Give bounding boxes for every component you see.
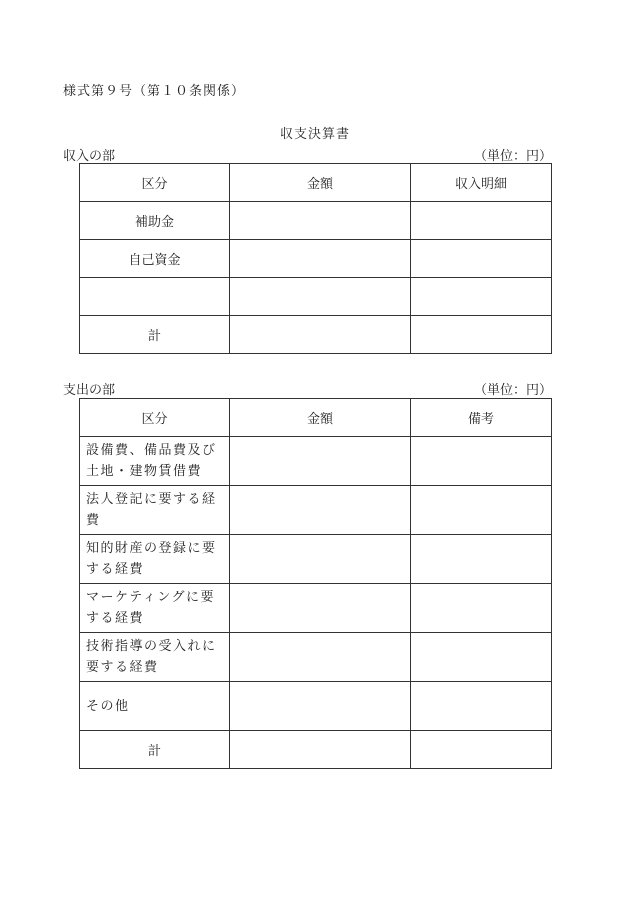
income-section-heading: 収入の部 [63,149,116,164]
expense-note-cell[interactable] [411,486,552,535]
income-amount-cell[interactable] [230,240,411,278]
expense-header-category: 区分 [80,399,230,437]
expense-total-label: 計 [80,731,230,769]
income-total-detail-cell[interactable] [411,316,552,354]
expense-header-note: 備考 [411,399,552,437]
income-header-detail: 収入明細 [411,164,552,202]
income-header-row [80,164,552,202]
expense-row [80,535,552,584]
income-total-row [80,316,552,354]
income-total-amount-cell[interactable] [230,316,411,354]
expense-total-row [80,731,552,769]
income-row [80,240,552,278]
form-number-label: 様式第９号（第１０条関係） [63,84,246,99]
expense-amount-cell[interactable] [230,584,411,633]
income-header-category: 区分 [80,164,230,202]
expense-header-amount: 金額 [230,399,411,437]
expense-category-cell: 技術指導の受入れに要する経費 [80,633,230,682]
expense-category-cell: その他 [80,682,230,731]
income-detail-cell[interactable] [411,240,552,278]
expense-header-row [80,399,552,437]
income-unit-label: （単位：円） [473,149,552,164]
expense-note-cell[interactable] [411,633,552,682]
expense-amount-cell[interactable] [230,535,411,584]
expense-section-heading: 支出の部 [63,383,116,398]
expense-amount-cell[interactable] [230,633,411,682]
expense-category-cell: マーケティングに要する経費 [80,584,230,633]
expense-amount-cell[interactable] [230,682,411,731]
expense-amount-cell[interactable] [230,486,411,535]
income-amount-cell[interactable] [230,278,411,316]
income-category-cell: 自己資金 [80,240,230,278]
expense-note-cell[interactable] [411,535,552,584]
expense-note-cell[interactable] [411,584,552,633]
expense-total-note-cell[interactable] [411,731,552,769]
income-detail-cell[interactable] [411,202,552,240]
expense-table [79,398,552,769]
expense-row [80,682,552,731]
income-category-cell[interactable] [80,278,230,316]
income-table [79,163,552,354]
expense-category-cell: 法人登記に要する経費 [80,486,230,535]
document-title: 収支決算書 [279,127,350,142]
expense-note-cell[interactable] [411,682,552,731]
expense-amount-cell[interactable] [230,437,411,486]
income-header-amount: 金額 [230,164,411,202]
income-amount-cell[interactable] [230,202,411,240]
income-category-cell: 補助金 [80,202,230,240]
income-detail-cell[interactable] [411,278,552,316]
expense-category-cell: 設備費、備品費及び土地・建物賃借費 [80,437,230,486]
expense-row [80,486,552,535]
expense-category-cell: 知的財産の登録に要する経費 [80,535,230,584]
expense-row [80,437,552,486]
income-row [80,202,552,240]
income-total-label: 計 [80,316,230,354]
expense-row [80,584,552,633]
income-row [80,278,552,316]
expense-unit-label: （単位：円） [473,383,552,398]
expense-total-amount-cell[interactable] [230,731,411,769]
expense-note-cell[interactable] [411,437,552,486]
expense-row [80,633,552,682]
